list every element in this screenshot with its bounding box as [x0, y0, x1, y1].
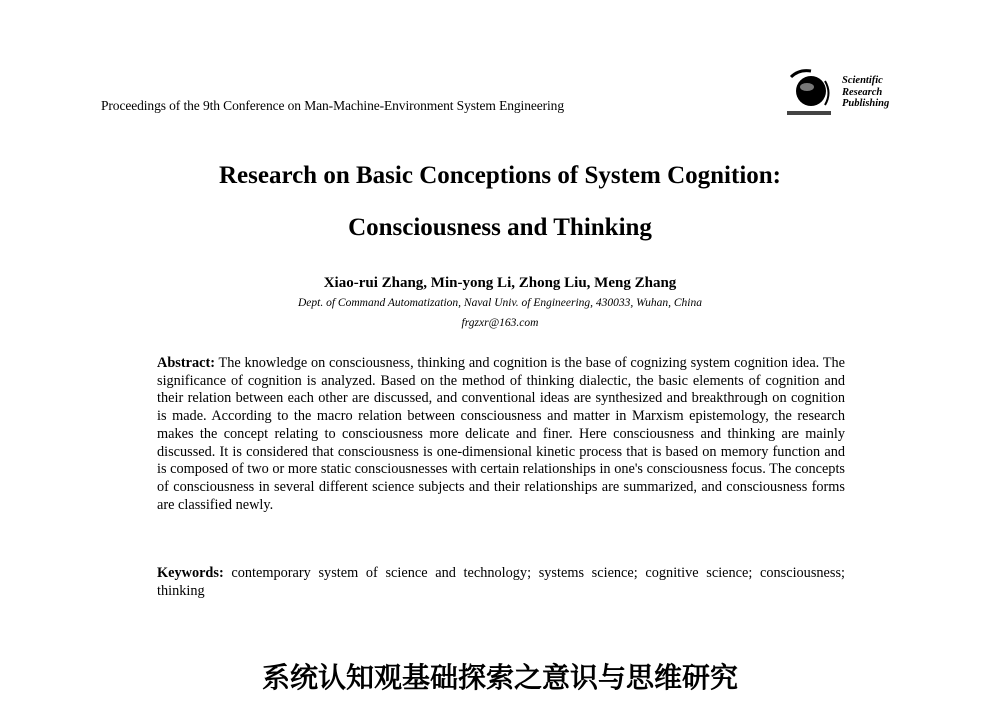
- abstract-text: The knowledge on consciousness, thinking and cognition is the base of cognizing system cognition idea. The significance of cognition is analyzed. Based on the method of thinking dialectic, the basic elements of cognition and their relation between each other are discussed, and conventional ideas are synthesized and breakthrough on cognition is made. According to the macro relation between consciousness and matter in Marxism epistemology, the research makes the concept relating to consciousness more delicate and finer. Here consciousness and thinking are mainly discussed. It is considered that consciousness is one-dimensional kinetic process that is based on memory function and is composed of two or more static consciousnesses with certain relationships in one's consciousness focus. The concepts of consciousness in several different science subjects and their relationships are summarized, and consciousness forms are classified newly.: [157, 355, 845, 513]
- publisher-line-3: Publishing: [842, 98, 890, 109]
- author-list: Xiao-rui Zhang, Min-yong Li, Zhong Liu, Meng Zhang: [323, 275, 677, 291]
- publisher-logo-icon: [785, 67, 833, 117]
- publisher-line-1: Scientific: [842, 75, 883, 86]
- proceedings-header: Proceedings of the 9th Conference on Man-Machine-Environment System Engineering: [101, 98, 564, 113]
- abstract: [157, 355, 845, 514]
- publisher-line-2: Research: [842, 86, 883, 98]
- author-email: frgzxr@163.com: [461, 317, 539, 329]
- affiliation: Dept. of Command Automatization, Naval Univ. of Engineering, 430033, Wuhan, China: [298, 297, 702, 309]
- publisher-name: [842, 75, 889, 110]
- abstract-label: Abstract:: [157, 355, 215, 371]
- paper-title-line-2: Consciousness and Thinking: [348, 214, 652, 241]
- paper-title-line-1: Research on Basic Conceptions of System Cognition:: [218, 162, 782, 189]
- keywords: [157, 565, 845, 600]
- keywords-label: Keywords:: [157, 565, 224, 581]
- chinese-title: 系统认知观基础探索之意识与思维研究: [261, 661, 738, 694]
- keywords-text: contemporary system of science and technology; systems science; cognitive science; consciousness; thinking: [157, 565, 845, 599]
